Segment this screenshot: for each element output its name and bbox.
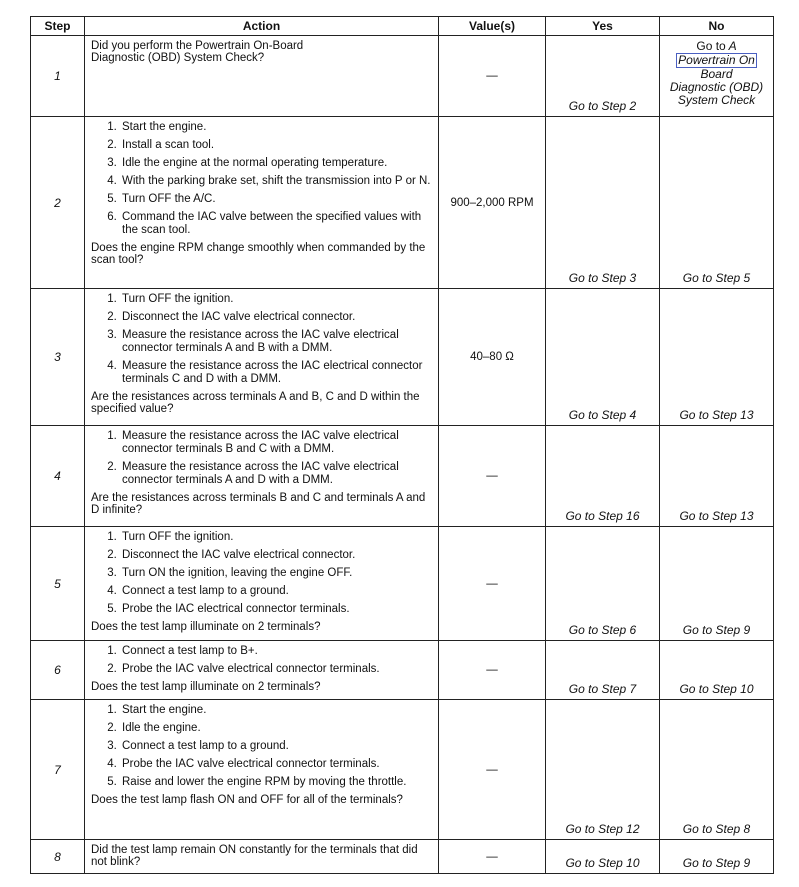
header-values: Value(s) [439, 17, 546, 36]
step-question: Does the test lamp flash ON and OFF for all of the terminals? [91, 794, 403, 806]
no-link[interactable]: Go to Step 13 [660, 426, 774, 527]
no-link[interactable]: Go to Step 13 [660, 289, 774, 426]
table-row [31, 117, 774, 289]
action-item: 6. Command the IAC valve between the specified values with the scan tool. [120, 211, 434, 237]
action-list [91, 430, 434, 487]
table-row [31, 641, 774, 700]
action-list [91, 121, 434, 237]
yes-link[interactable]: Go to Step 3 [546, 117, 660, 289]
table-row [31, 289, 774, 426]
action-cell [85, 527, 439, 641]
action-item: 2. Probe the IAC valve electrical connector terminals. [120, 663, 434, 676]
no-prefix: Go to [696, 39, 726, 53]
step-question: Are the resistances across terminals B and C and terminals A and D infinite? [91, 492, 426, 516]
action-cell [85, 700, 439, 840]
value-cell: — [439, 527, 546, 641]
step-number: 5 [31, 527, 85, 641]
yes-link[interactable]: Go to Step 12 [546, 700, 660, 840]
no-link-line[interactable]: Diagnostic (OBD) [669, 80, 764, 94]
action-cell [85, 117, 439, 289]
value-cell: — [439, 840, 546, 874]
value-cell: — [439, 426, 546, 527]
step-question: Does the test lamp illuminate on 2 terminals? [91, 681, 321, 693]
table-row [31, 36, 774, 117]
action-item: 1. Connect a test lamp to B+. [120, 645, 434, 658]
yes-link[interactable]: Go to Step 4 [546, 289, 660, 426]
step-number: 2 [31, 117, 85, 289]
action-item: 1. Start the engine. [120, 704, 434, 717]
no-link[interactable]: Go to Step 9 [660, 527, 774, 641]
action-item: 4. Connect a test lamp to a ground. [120, 585, 434, 598]
action-cell [85, 36, 439, 117]
no-link[interactable]: Go to Step 8 [660, 700, 774, 840]
action-item: 3. Connect a test lamp to a ground. [120, 740, 434, 753]
value-cell: 40–80 Ω [439, 289, 546, 426]
action-cell [85, 289, 439, 426]
step-question: Are the resistances across terminals A and B, C and D within the specified value? [91, 391, 420, 415]
table-row [31, 700, 774, 840]
action-item: 5. Probe the IAC electrical connector terminals. [120, 603, 434, 616]
action-item: 1. Turn OFF the ignition. [120, 293, 434, 306]
diagnostic-table [30, 16, 774, 874]
no-link[interactable]: Go to Step 5 [660, 117, 774, 289]
value-cell: 900–2,000 RPM [439, 117, 546, 289]
table-row [31, 426, 774, 527]
step-number: 6 [31, 641, 85, 700]
action-item: 2. Disconnect the IAC valve electrical connector. [120, 549, 434, 562]
header-row [31, 17, 774, 36]
action-cell [85, 840, 439, 874]
yes-link[interactable]: Go to Step 10 [546, 840, 660, 874]
step-number: 7 [31, 700, 85, 840]
header-no: No [660, 17, 774, 36]
step-question: Does the engine RPM change smoothly when commanded by the scan tool? [91, 242, 426, 266]
action-list [91, 531, 434, 616]
table-row [31, 527, 774, 641]
step-question: Did you perform the Powertrain On-Board Diagnostic (OBD) System Check? [91, 40, 304, 64]
step-number: 8 [31, 840, 85, 874]
action-item: 5. Turn OFF the A/C. [120, 193, 434, 206]
yes-link[interactable]: Go to Step 16 [546, 426, 660, 527]
yes-link[interactable]: Go to Step 6 [546, 527, 660, 641]
action-list [91, 645, 434, 676]
step-number: 1 [31, 36, 85, 117]
powertrain-obd-link[interactable]: Powertrain On [678, 53, 755, 67]
header-step: Step [31, 17, 85, 36]
action-item: 4. With the parking brake set, shift the transmission into P or N. [120, 175, 434, 188]
action-list [91, 704, 434, 789]
step-number: 4 [31, 426, 85, 527]
header-yes: Yes [546, 17, 660, 36]
value-cell: — [439, 700, 546, 840]
action-item: 3. Measure the resistance across the IAC valve electrical connector terminals A and B with a DMM. [120, 329, 434, 355]
value-cell: — [439, 36, 546, 117]
table-row [31, 840, 774, 874]
value-cell: — [439, 641, 546, 700]
action-item: 4. Measure the resistance across the IAC electrical connector terminals C and D with a DMM. [120, 360, 434, 386]
step-number: 3 [31, 289, 85, 426]
action-item: 1. Measure the resistance across the IAC valve electrical connector terminals B and C with a DMM. [120, 430, 434, 456]
no-cell [660, 36, 774, 117]
action-cell [85, 641, 439, 700]
action-item: 3. Idle the engine at the normal operating temperature. [120, 157, 434, 170]
header-action: Action [85, 17, 439, 36]
action-item: 3. Turn ON the ignition, leaving the engine OFF. [120, 567, 434, 580]
yes-link[interactable]: Go to Step 2 [546, 36, 660, 117]
action-item: 4. Probe the IAC valve electrical connector terminals. [120, 758, 434, 771]
no-link-line[interactable]: A [728, 39, 737, 53]
no-link-line[interactable]: System Check [677, 93, 756, 107]
no-link[interactable]: Go to Step 10 [660, 641, 774, 700]
action-item: 2. Idle the engine. [120, 722, 434, 735]
action-list [91, 293, 434, 386]
action-item: 2. Disconnect the IAC valve electrical connector. [120, 311, 434, 324]
no-link[interactable]: Go to Step 9 [660, 840, 774, 874]
step-question: Does the test lamp illuminate on 2 terminals? [91, 621, 321, 633]
action-item: 1. Start the engine. [120, 121, 434, 134]
no-link-line[interactable]: Board [700, 67, 733, 81]
action-item: 2. Install a scan tool. [120, 139, 434, 152]
action-item: 1. Turn OFF the ignition. [120, 531, 434, 544]
action-cell [85, 426, 439, 527]
action-item: 2. Measure the resistance across the IAC valve electrical connector terminals A and D with a DMM. [120, 461, 434, 487]
yes-link[interactable]: Go to Step 7 [546, 641, 660, 700]
action-item: 5. Raise and lower the engine RPM by moving the throttle. [120, 776, 434, 789]
step-question: Did the test lamp remain ON constantly for the terminals that did not blink? [91, 844, 418, 868]
